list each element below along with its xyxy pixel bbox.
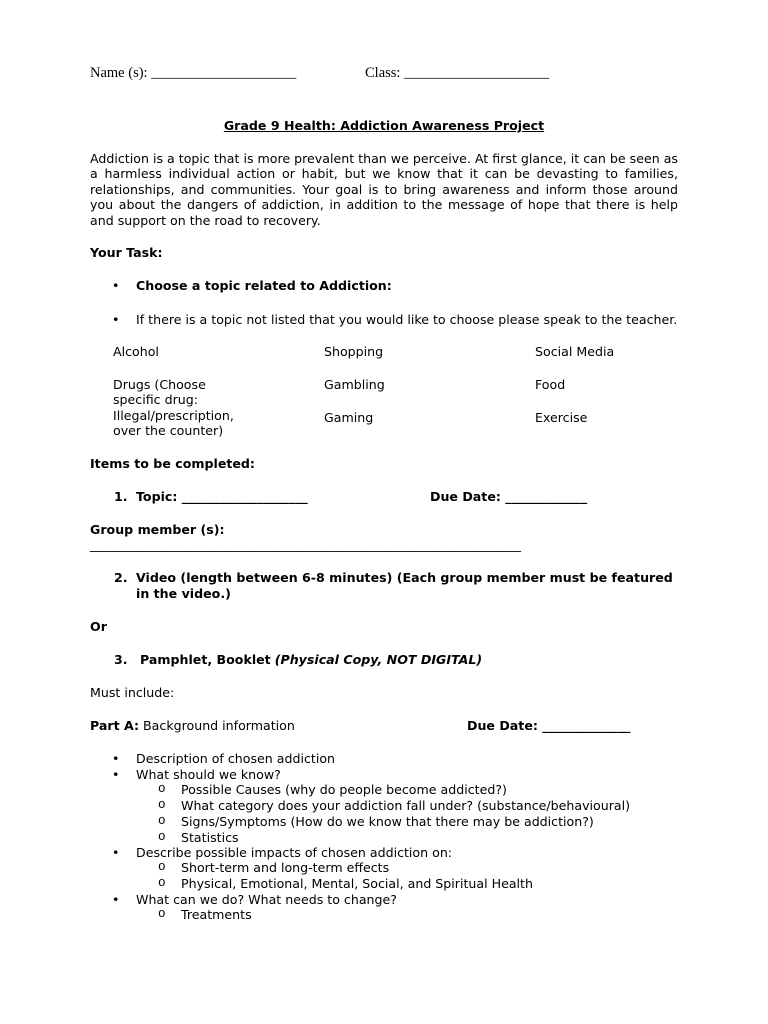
item-number: 2. bbox=[114, 570, 128, 585]
sub-list-item: Short-term and long-term effects bbox=[181, 860, 390, 875]
sub-bullet-marker: o bbox=[158, 876, 166, 890]
class-field-label: Class: ____________________ bbox=[365, 65, 550, 81]
items-heading: Items to be completed: bbox=[90, 456, 255, 471]
part-a-label: Part A: bbox=[90, 718, 140, 733]
sub-bullet-marker: o bbox=[158, 830, 166, 844]
sub-list-item: Physical, Emotional, Mental, Social, and Spiritual Health bbox=[181, 876, 533, 891]
sub-bullet-marker: o bbox=[158, 907, 166, 921]
intro-paragraph: Addiction is a topic that is more prevalent than we perceive. At first glance, it can be seen as a harmless individual action or habit, but we know that it can be devasting to families, relationships, and communities. Your goal is to bring awareness and inform those around you about the dangers of addiction, in addition to the message of hope that there is help and support on the road to recovery. bbox=[90, 151, 678, 228]
sub-list-item: Possible Causes (why do people become addicted?) bbox=[181, 782, 507, 797]
list-item: Describe possible impacts of chosen addiction on: bbox=[136, 845, 453, 860]
topic-cell: Gambling bbox=[324, 377, 385, 392]
video-option-cont: in the video.) bbox=[136, 586, 231, 601]
part-a-line bbox=[90, 718, 295, 733]
item-number: 1. bbox=[114, 489, 128, 504]
video-option: Video (length between 6-8 minutes) (Each group member must be featured bbox=[136, 570, 673, 585]
list-item: What can we do? What needs to change? bbox=[136, 892, 397, 907]
bullet-marker: • bbox=[112, 892, 120, 907]
page-title: Grade 9 Health: Addiction Awareness Project bbox=[223, 118, 545, 133]
group-member-line: _________________________________________________________________________ bbox=[90, 537, 521, 552]
part-a-text: Background information bbox=[143, 718, 295, 733]
sub-bullet-marker: o bbox=[158, 814, 166, 828]
task-bullet-choose-topic: Choose a topic related to Addiction: bbox=[136, 278, 392, 293]
bullet-marker: • bbox=[112, 767, 120, 782]
item-due-date: Due Date: _____________ bbox=[430, 489, 588, 504]
name-field-label: Name (s): ____________________ bbox=[90, 65, 297, 81]
sub-list-item: Signs/Symptoms (How do we know that there may be addiction?) bbox=[181, 814, 594, 829]
sub-list-item: Statistics bbox=[181, 830, 239, 845]
topic-cell: Shopping bbox=[324, 344, 384, 359]
must-include-label: Must include: bbox=[90, 685, 175, 700]
sub-list-item: What category does your addiction fall under? (substance/behavioural) bbox=[181, 798, 631, 813]
pamphlet-note: (Physical Copy, NOT DIGITAL) bbox=[274, 652, 483, 667]
topic-cell: Drugs (Choose specific drug: Illegal/prescription, over the counter) bbox=[113, 377, 234, 439]
part-a-due-date: Due Date: ______________ bbox=[467, 718, 631, 733]
topic-cell: Exercise bbox=[535, 410, 588, 425]
topic-cell: Food bbox=[535, 377, 566, 392]
bullet-marker: • bbox=[112, 278, 120, 293]
topic-cell: Social Media bbox=[535, 344, 615, 359]
sub-bullet-marker: o bbox=[158, 782, 166, 796]
pamphlet-label: Pamphlet, Booklet bbox=[140, 652, 271, 667]
bullet-marker: • bbox=[112, 312, 120, 327]
group-member-label: Group member (s): bbox=[90, 522, 225, 537]
or-label: Or bbox=[90, 619, 107, 634]
item-topic-line: Topic: ____________________ bbox=[136, 489, 308, 504]
task-heading: Your Task: bbox=[90, 245, 163, 260]
task-bullet-speak-teacher: If there is a topic not listed that you would like to choose please speak to the teacher. bbox=[136, 312, 678, 327]
item-number: 3. bbox=[114, 652, 128, 667]
topic-cell: Gaming bbox=[324, 410, 374, 425]
bullet-marker: • bbox=[112, 845, 120, 860]
pamphlet-option bbox=[140, 652, 482, 667]
bullet-marker: • bbox=[112, 751, 120, 766]
list-item: Description of chosen addiction bbox=[136, 751, 336, 766]
sub-bullet-marker: o bbox=[158, 798, 166, 812]
sub-list-item: Treatments bbox=[181, 907, 252, 922]
list-item: What should we know? bbox=[136, 767, 281, 782]
sub-bullet-marker: o bbox=[158, 860, 166, 874]
topic-cell: Alcohol bbox=[113, 344, 159, 359]
